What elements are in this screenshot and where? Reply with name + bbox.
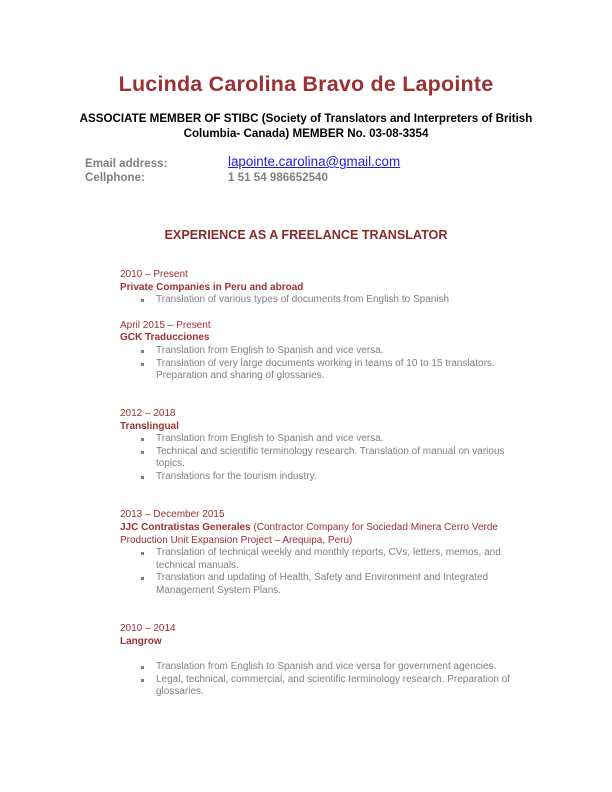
section-title: EXPERIENCE AS A FREELANCE TRANSLATOR: [164, 228, 448, 242]
experience-dates: April 2015 – Present: [120, 320, 211, 331]
experience-company: Langrow: [120, 636, 162, 647]
experience-bullets: [140, 294, 525, 307]
experience-bullets: [140, 433, 525, 483]
experience-company-block: [120, 521, 530, 547]
experience-company: JJC Contratistas Generales: [120, 522, 251, 533]
bullet-item: Legal, technical, commercial, and scientific terminology research. Preparation of glossaries.: [140, 674, 525, 699]
experience-dates: 2010 – Present: [120, 269, 188, 280]
experience-company: Translingual: [120, 421, 179, 432]
email-link[interactable]: lapointe.carolina@gmail.com: [228, 154, 401, 169]
experience-dates: 2010 – 2014: [120, 623, 176, 634]
bullet-item: Technical and scientific terminology research. Translation of manual on various topics.: [140, 446, 525, 471]
experience-company: Private Companies in Peru and abroad: [120, 282, 304, 293]
email-label: Email address:: [85, 157, 168, 170]
experience-company: GCK Traducciones: [120, 332, 210, 343]
membership-statement: ASSOCIATE MEMBER OF STIBC (Society of Translators and Interpreters of British Columbia- Canada) MEMBER No. 03-08-3354: [79, 112, 533, 140]
bullet-item: Translation from English to Spanish and vice versa for government agencies.: [140, 661, 525, 674]
email-value[interactable]: [228, 154, 400, 169]
experience-company-note: (Contractor Company for Sociedad Minera Cerro Verde Production Unit Expansion Project – Arequipa, Peru): [120, 522, 498, 546]
bullet-item: Translation of technical weekly and monthly reports, CVs, letters, memos, and technical manuals.: [140, 547, 525, 572]
experience-dates: 2012 – 2018: [120, 408, 176, 419]
experience-bullets: [140, 661, 525, 699]
experience-bullets: [140, 547, 525, 597]
bullet-item: Translation of very large documents working in teams of 10 to 15 translators. Preparation and sharing of glossaries.: [140, 358, 525, 383]
bullet-item: Translations for the tourism industry.: [140, 471, 525, 484]
bullet-item: Translation of various types of documents from English to Spanish: [140, 294, 525, 307]
cellphone-value: 1 51 54 986652540: [228, 171, 328, 184]
experience-bullets: [140, 345, 525, 383]
resume-name: Lucinda Carolina Bravo de Lapointe: [118, 72, 494, 96]
bullet-item: Translation from English to Spanish and vice versa.: [140, 433, 525, 446]
cellphone-label: Cellphone:: [85, 171, 145, 184]
bullet-item: Translation and updating of Health, Safety and Environment and Integrated Management System Plans.: [140, 572, 525, 597]
bullet-item: Translation from English to Spanish and vice versa.: [140, 345, 525, 358]
experience-dates: 2013 – December 2015: [120, 509, 225, 520]
